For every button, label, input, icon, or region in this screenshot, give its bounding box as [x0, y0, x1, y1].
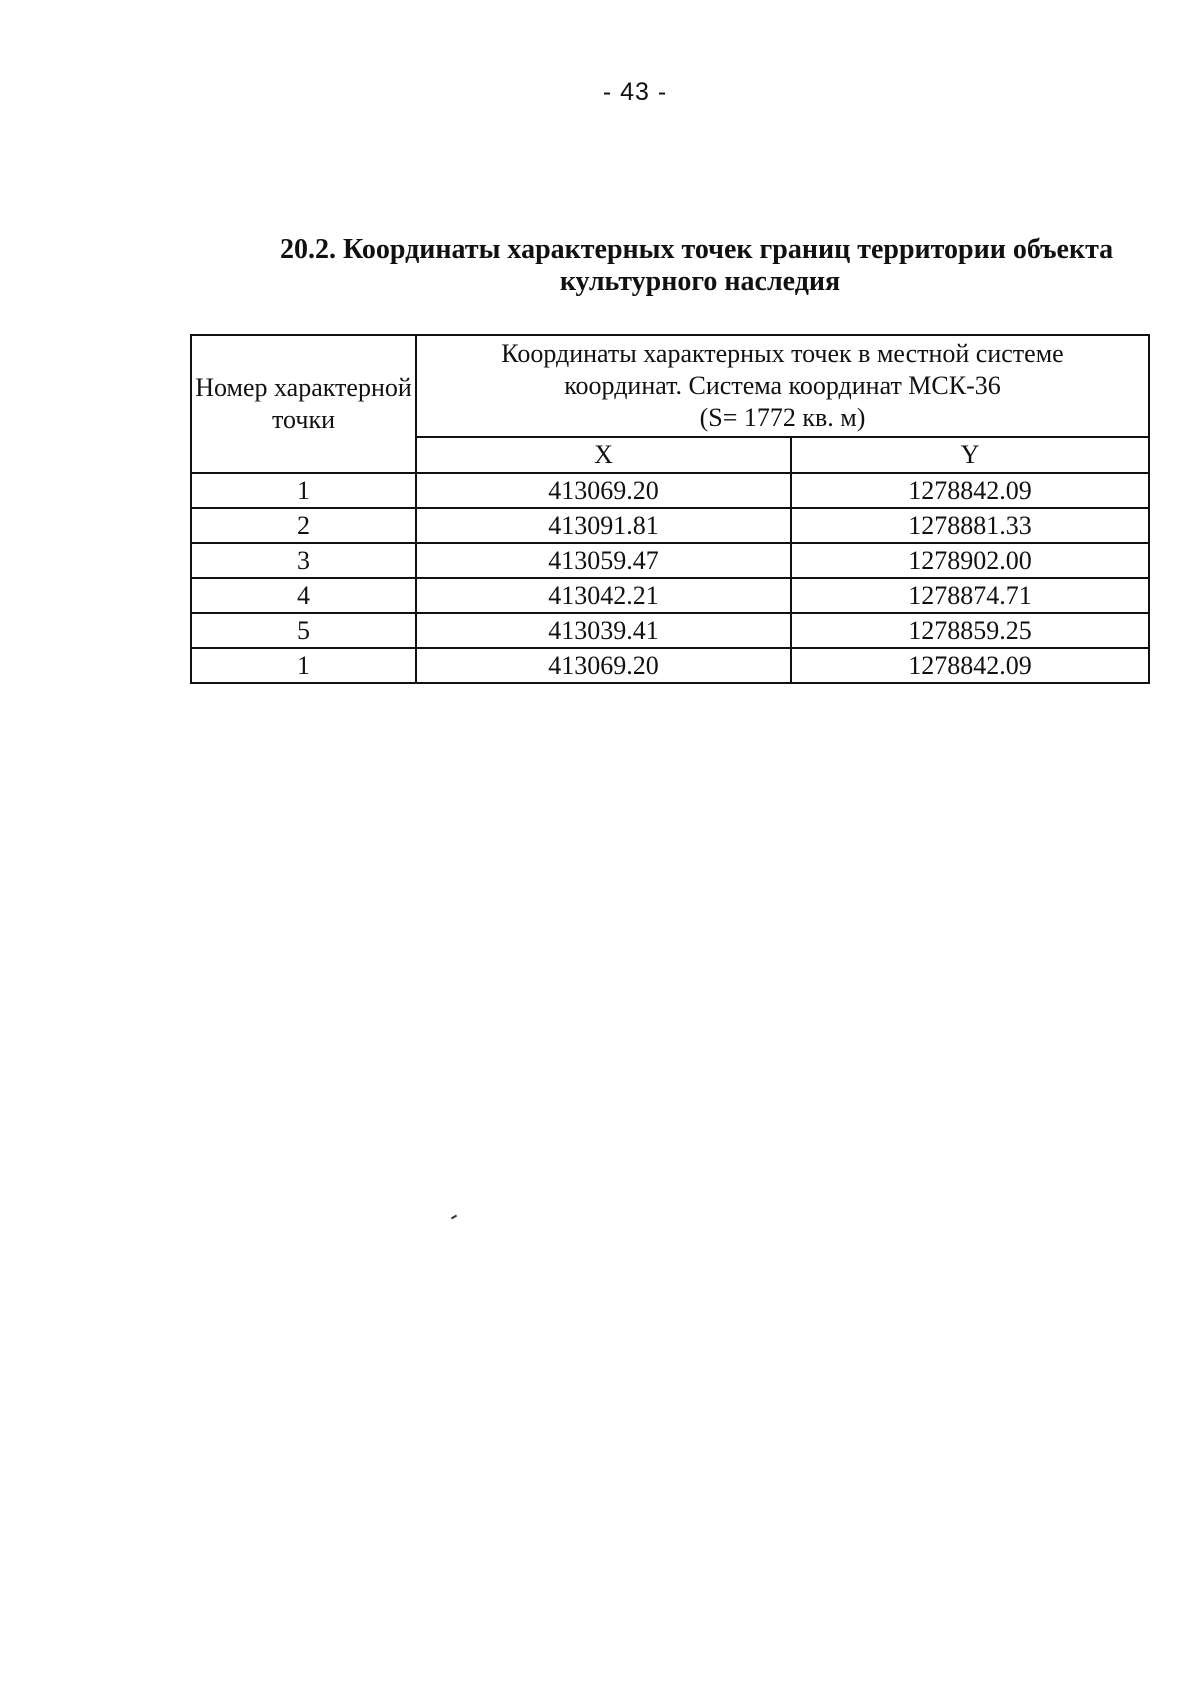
y-coordinate-cell: 1278842.09	[791, 648, 1149, 683]
table-row	[191, 648, 1149, 683]
x-coordinate-cell: 413091.81	[416, 508, 791, 543]
header-coordinates	[416, 335, 1149, 437]
y-coordinate-cell: 1278842.09	[791, 473, 1149, 508]
table-row	[191, 613, 1149, 648]
table-header-row	[191, 335, 1149, 437]
header-point-number: Номер характерной точки	[191, 335, 416, 473]
x-coordinate-cell: 413042.21	[416, 578, 791, 613]
y-coordinate-cell: 1278902.00	[791, 543, 1149, 578]
header-x: X	[416, 437, 791, 473]
point-number-cell: 5	[191, 613, 416, 648]
x-coordinate-cell: 413069.20	[416, 648, 791, 683]
y-coordinate-cell: 1278881.33	[791, 508, 1149, 543]
header-y: Y	[791, 437, 1149, 473]
table-row	[191, 543, 1149, 578]
point-number-cell: 3	[191, 543, 416, 578]
coordinates-table	[190, 334, 1150, 684]
point-number-cell: 1	[191, 648, 416, 683]
point-number-cell: 4	[191, 578, 416, 613]
point-number-cell: 1	[191, 473, 416, 508]
header-coordinates-line-3: (S= 1772 кв. м)	[699, 403, 866, 432]
page-number: - 43 -	[602, 78, 668, 106]
y-coordinate-cell: 1278874.71	[791, 578, 1149, 613]
table-row	[191, 578, 1149, 613]
section-title-line-1: 20.2. Координаты характерных точек границ территории объекта	[280, 234, 1114, 265]
stray-pen-mark	[451, 1215, 457, 1220]
x-coordinate-cell: 413069.20	[416, 473, 791, 508]
header-coordinates-line-1: Координаты характерных точек в местной системе	[501, 339, 1064, 368]
point-number-cell: 2	[191, 508, 416, 543]
section-title-line-2: культурного наследия	[559, 266, 841, 297]
x-coordinate-cell: 413059.47	[416, 543, 791, 578]
table-row	[191, 508, 1149, 543]
header-coordinates-line-2: координат. Система координат МСК-36	[564, 371, 1001, 400]
y-coordinate-cell: 1278859.25	[791, 613, 1149, 648]
x-coordinate-cell: 413039.41	[416, 613, 791, 648]
section-title	[280, 234, 1160, 298]
table-row	[191, 473, 1149, 508]
